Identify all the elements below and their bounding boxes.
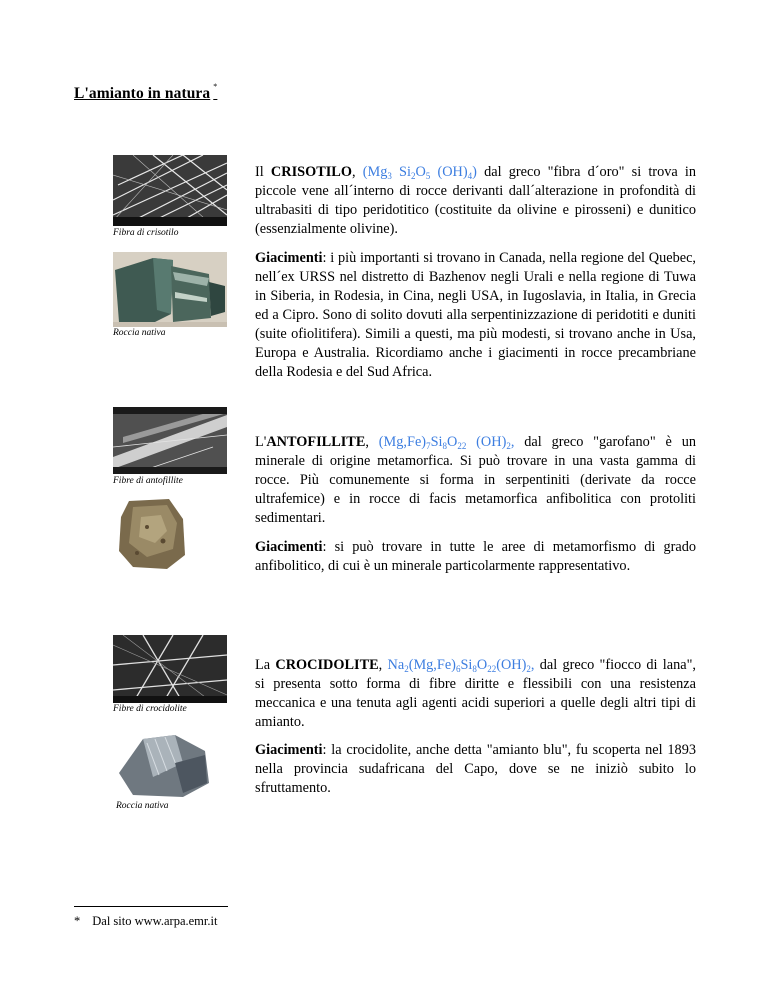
- mineral-name: CRISOTILO: [270, 164, 352, 180]
- paragraph-giacimenti-crocidolite: Giacimenti: la crocidolite, anche detta "amianto blu", fu scoperta nel 1893 nella provincia sudafricana del Capo, dove se ne iniziò subito lo sfruttamento.: [255, 742, 696, 796]
- caption: Roccia nativa: [113, 328, 166, 338]
- sem-image-crisotilo: [113, 155, 227, 226]
- chemical-formula: $(Mg,Fe)_7Si_8O_{22}$ $(OH)_2$,: [378, 434, 515, 451]
- giacimenti-label: Giacimenti: [255, 250, 323, 266]
- rock-photo-crocidolite: [113, 733, 213, 799]
- paragraph-giacimenti-crisotilo: Giacimenti: i più importanti si trovano in Canada, nella regione del Quebec, nell´ex URSS nel distretto di Bazhenov negli Urali e nella regione di Tuwa in Siberia, in Rodesia, in Cina, negli USA, in Iugoslavia, in Italia, in Grecia ed a Cipro. Sono di solito dovuti alla serpentinizzazione di peridotiti e duniti (suite ofiolitifera). Simili a questi, ma più modesti, si trovano anche in Usa, Europa e Australia. Ricordiamo anche i giacimenti in rocce precambriane della Rodesia e del Sud Africa.: [255, 250, 696, 380]
- footnote-text: Dal sito www.arpa.emr.it: [92, 914, 218, 928]
- paragraph-crocidolite: La CROCIDOLITE, $Na_2(Mg,Fe)_6Si_8O_{22}(OH)_2$, dal greco "fiocco di lana", si presenta sotto forma di fibre diritte e flessibili con una resistenza meccanica e una tenuta agli agenti acidi superiori a quelle degli altri tipi di amianto.: [255, 657, 696, 730]
- caption: Roccia nativa: [116, 801, 169, 811]
- footnote-separator: [74, 906, 228, 907]
- giacimenti-label: Giacimenti: [255, 742, 323, 758]
- paragraph-giacimenti-antofillite: Giacimenti: si può trovare in tutte le aree di metamorfismo di grado anfibolitico, di cui è un minerale particolarmente rappresentativo.: [255, 539, 696, 574]
- paragraph-crisotilo: Il CRISOTILO, ($Mg_3$ $Si_2O_5$ $(OH)_4$) dal greco "fibra d´oro" si trova in piccole vene all´interno di rocce derivanti dall´alterazione in profondità di ultrabasiti di tipo peridotitico (costituite da olivine e pirosseni) e dunitico (essenzialmente olivine).: [255, 164, 697, 237]
- sem-image-antofillite: [113, 407, 227, 474]
- chemical-formula: ($Mg_3$ $Si_2O_5$ $(OH)_4$): [362, 164, 477, 181]
- footnote-mark: *: [213, 82, 218, 91]
- paragraph-antofillite: L'ANTOFILLITE, $(Mg,Fe)_7Si_8O_{22}$ $(OH)_2$, dal greco "garofano" è un minerale di origine metamorfica. Si può trovare in una vasta gamma di rocce. Più comunemente si forma in serpentiniti (derivate da rocce ultrafemice) e in rocce di facis metamorfica anfibolitica con protoliti sedimentari.: [255, 434, 696, 526]
- mineral-name: ANTOFILLITE: [266, 434, 366, 450]
- footnote: * Dal sito www.arpa.emr.it: [74, 914, 218, 928]
- sem-image-crocidolite: [113, 635, 227, 703]
- rock-photo-crisotilo: [113, 252, 227, 327]
- mineral-name: CROCIDOLITE: [275, 657, 379, 673]
- caption: Fibre di crocidolite: [113, 704, 187, 714]
- caption: Fibra di crisotilo: [113, 228, 179, 238]
- giacimenti-label: Giacimenti: [255, 539, 323, 555]
- caption: Fibre di antofillite: [113, 476, 183, 486]
- rock-photo-antofillite: [117, 497, 187, 570]
- page-title: [74, 82, 217, 103]
- title-text: L'amianto in natura: [74, 85, 211, 102]
- chemical-formula: $Na_2(Mg,Fe)_6Si_8O_{22}(OH)_2$,: [387, 657, 535, 674]
